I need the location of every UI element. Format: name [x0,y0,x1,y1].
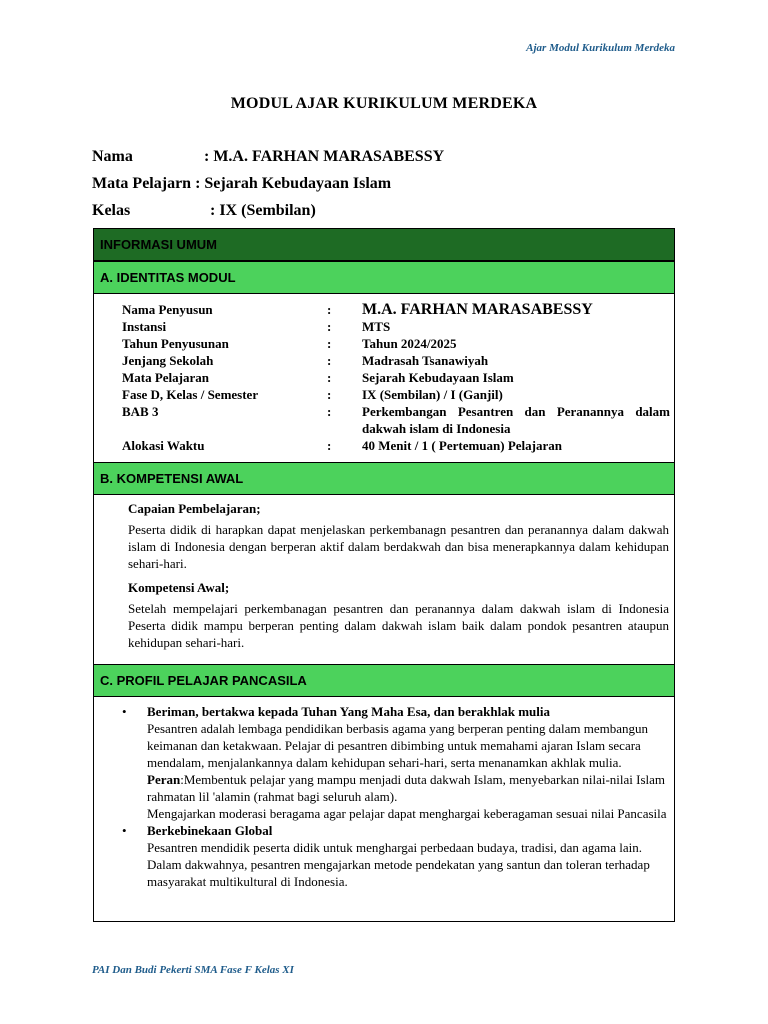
kompetensi-awal-text: Setelah mempelajari perkembanagan pesantren dan peranannya dalam dakwah islam di Indonesia Peserta didik mampu berperan penting dalam dakwah islam baik dalam pondok pesantren ataupun kehidupan sehari-hari. [128,601,669,650]
kompetensi-content [128,499,669,657]
profil-item-text: Pesantren mendidik peserta didik untuk menghargai perbedaan budaya, tradisi, dan agama lain. Dalam dakwahnya, pesantren mengajarkan metode pendekatan yang santun dan toleran terhadap masyarakat multikultural di Indonesia. [147,840,650,889]
identitas-table [122,301,670,454]
mapel-value: : Sejarah Kebudayaan Islam [191,175,392,192]
identitas-row: Fase D, Kelas / Semester : IX (Sembilan) / I (Ganjil) [122,387,503,402]
profil-item-peran [147,771,674,805]
nama-value: : M.A. FARHAN MARASABESSY [204,148,445,165]
identity-kelas [92,202,316,220]
kelas-label: Kelas [92,202,131,219]
nama-label: Nama [92,148,133,165]
capaian-text: Peserta didik di harapkan dapat menjelaskan perkembanagn pesantren dan peranannya dalam dakwah islam di Indonesia dengan berperan aktif dalam berdakwah dan bisa menerapkannya dalam kehidupan sehari-hari. [128,522,669,571]
profil-item-extra: Mengajarkan moderasi beragama agar pelajar dapat menghargai keberagaman sesuai nilai Pancasila [147,806,667,821]
list-item [114,703,674,822]
module-table [93,228,675,922]
footer-note: PAI Dan Budi Pekerti SMA Fase F Kelas XI [92,964,294,976]
page-title: MODUL AJAR KURIKULUM MERDEKA [230,95,538,112]
kelas-value: : IX (Sembilan) [210,202,316,219]
identitas-row: BAB 3 : Perkembangan Pesantren dan Peranannya dalam dakwah islam di Indonesia [122,404,670,436]
identity-nama [92,148,444,166]
profil-item-text: Pesantren adalah lembaga pendidikan berbasis agama yang berperan penting dalam membangun keimanan dan ketakwaan. Pelajar di pesantren dibimbing untuk memahami ajaran Islam secara mendalam, menjalankannya dalam kehidupan sehari-hari, serta menanamkan akhlak mulia. [147,721,649,770]
kompetensi-awal-title: Kompetensi Awal; [128,580,230,595]
profil-item-title: Beriman, bertakwa kepada Tuhan Yang Maha Esa, dan berakhlak mulia [147,704,550,719]
header-note: Ajar Modul Kurikulum Merdeka [526,42,675,54]
section-kompetensi-awal: B. KOMPETENSI AWAL [94,462,674,495]
section-informasi-umum: INFORMASI UMUM [94,229,674,261]
identity-mapel [92,175,391,193]
peran-text: :Membentuk pelajar yang mampu menjadi duta dakwah Islam, menyebarkan nilai-nilai Islam rahmatan lil 'alamin (rahmat bagi seluruh alam). [147,772,666,804]
profil-item-title: Berkebinekaan Global [147,823,273,838]
profil-list [114,703,674,890]
mapel-label: Mata Pelajarn [92,175,192,192]
identitas-row: Alokasi Waktu : 40 Menit / 1 ( Pertemuan) Pelajaran [122,438,563,453]
identitas-row: Instansi : MTS [122,319,391,334]
bullet-icon: • [122,823,127,838]
identitas-row: Mata Pelajaran : Sejarah Kebudayaan Islam [122,370,514,385]
list-item [114,822,674,890]
capaian-title: Capaian Pembelajaran; [128,501,261,516]
identitas-row: Jenjang Sekolah : Madrasah Tsanawiyah [122,353,489,368]
identitas-row: Tahun Penyusunan : Tahun 2024/2025 [122,336,457,351]
bullet-icon: • [122,704,127,719]
section-identitas-modul: A. IDENTITAS MODUL [94,261,674,294]
peran-label: Peran [147,772,181,787]
section-profil-pelajar: C. PROFIL PELAJAR PANCASILA [94,664,674,697]
identitas-row: Nama Penyusun : M.A. FARHAN MARASABESSY [122,301,593,318]
